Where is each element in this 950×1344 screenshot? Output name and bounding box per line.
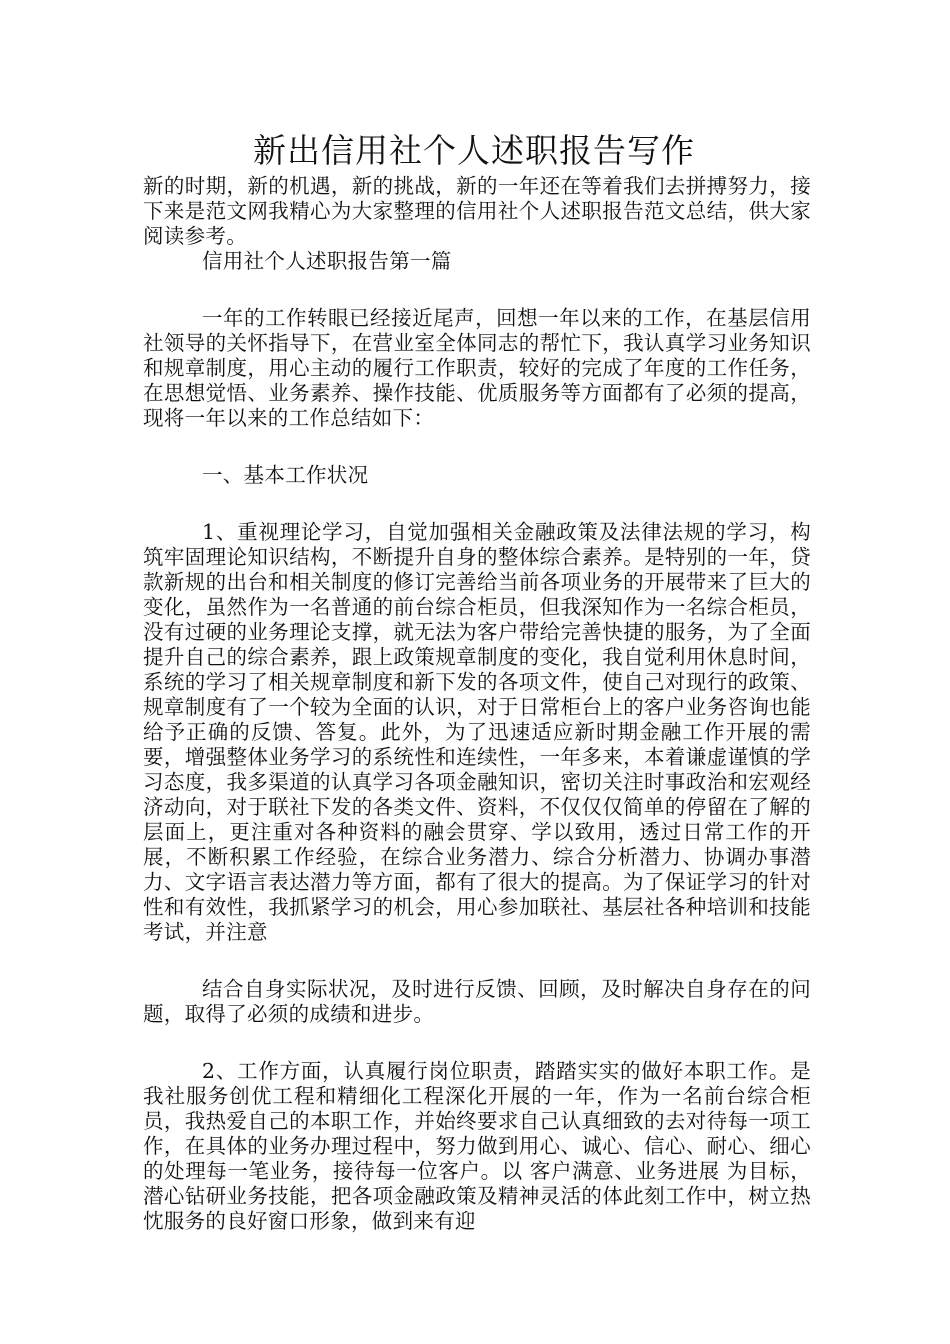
spacer: [143, 431, 811, 463]
subtitle-heading: 信用社个人述职报告第一篇: [202, 249, 452, 273]
paragraph-3: 结合自身实际状况，及时进行反馈、回顾，及时解决自身存在的问题，取得了必须的成绩和进步。: [143, 977, 811, 1026]
document-title: 新出信用社个人述职报告写作: [253, 131, 695, 170]
intro-paragraph: 新的时期，新的机遇，新的挑战，新的一年还在等着我们去拼搏努力，接下来是范文网我精心为大家整理的信用社个人述职报告范文总结，供大家阅读参考。: [143, 174, 811, 248]
section-heading-1: 一、基本工作状况: [202, 463, 369, 487]
spacer: [143, 1027, 811, 1059]
spacer: [143, 945, 811, 977]
paragraph-1: 一年的工作转眼已经接近尾声，回想一年以来的工作，在基层信用社领导的关怀指导下，在营业室全体同志的帮忙下，我认真学习业务知识和规章制度，用心主动的履行工作职责，较好的完成了年度的工作任务，在思想觉悟、业务素养、操作技能、优质服务等方面都有了必须的提高，现将一年以来的工作总结如下：: [143, 306, 811, 430]
spacer: [143, 274, 811, 306]
paragraph-2: 1、重视理论学习，自觉加强相关金融政策及法律法规的学习，构筑牢固理论知识结构，不断提升自身的整体综合素养。是特别的一年，贷款新规的出台和相关制度的修订完善给当前各项业务的开展带来了巨大的变化，虽然作为一名普通的前台综合柜员，但我深知作为一名综合柜员，没有过硬的业务理论支撑，就无法为客户带给完善快捷的服务，为了全面提升自己的综合素养，跟上政策规章制度的变化，我自觉利用休息时间，系统的学习了相关规章制度和新下发的各项文件，使自己对现行的政策、规章制度有了一个较为全面的认识，对于日常柜台上的客户业务咨询也能给予正确的反馈、答复。此外，为了迅速适应新时期金融工作开展的需要，增强整体业务学习的系统性和连续性，一年多来，本着谦虚谨慎的学习态度，我多渠道的认真学习各项金融知识，密切关注时事政治和宏观经济动向，对于联社下发的各类文件、资料，不仅仅仅简单的停留在了解的层面上，更注重对各种资料的融会贯穿、学以致用，透过日常工作的开展，不断积累工作经验，在综合业务潜力、综合分析潜力、协调办事潜力、文字语言表达潜力等方面，都有了很大的提高。为了保证学习的针对性和有效性，我抓紧学习的机会，用心参加联社、基层社各种培训和技能考试，并注意: [143, 520, 811, 944]
paragraph-4: 2、工作方面，认真履行岗位职责，踏踏实实的做好本职工作。是我社服务创优工程和精细化工程深化开展的一年，作为一名前台综合柜员，我热爱自己的本职工作，并始终要求自己认真细致的去对待每一项工作，在具体的业务办理过程中，努力做到用心、诚心、信心、耐心、细心的处理每一笔业务，接待每一位客户。以 客户满意、业务进展 为目标，潜心钻研业务技能，把各项金融政策及精神灵活的体此刻工作中，树立热忱服务的良好窗口形象，做到来有迎: [143, 1059, 811, 1233]
document-page: [143, 128, 811, 1234]
spacer: [143, 488, 811, 520]
